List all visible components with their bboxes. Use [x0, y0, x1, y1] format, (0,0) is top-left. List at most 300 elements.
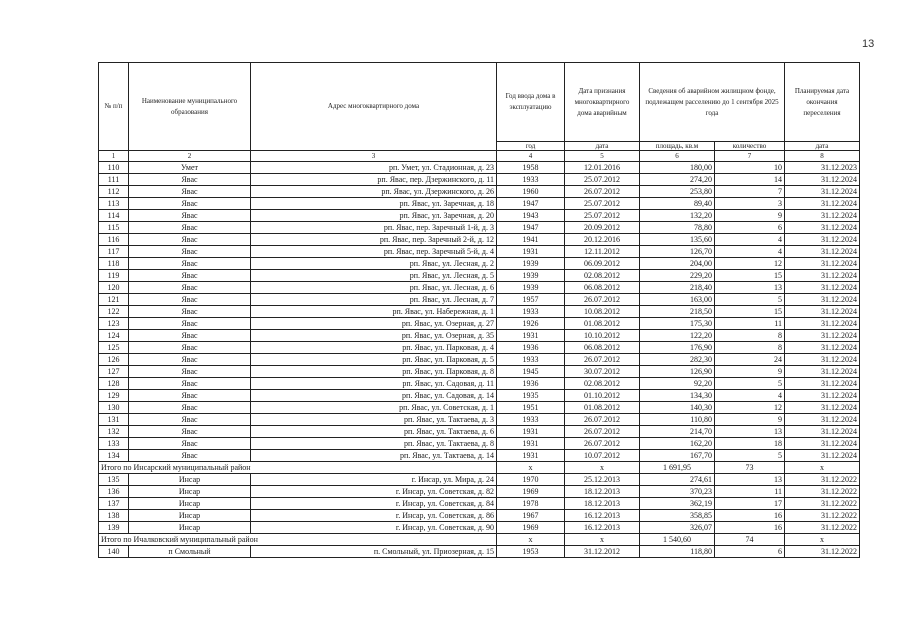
planned-end-cell: 31.12.2024 [785, 330, 860, 342]
summary-end-cell: х [785, 534, 860, 546]
header-emergency-fund: Сведения об аварийном жилищном фонде, подлежащем расселению до 1 сентября 2025 года [640, 63, 785, 142]
count-cell: 24 [715, 354, 785, 366]
summary-date-cell: х [565, 534, 640, 546]
emergency-date-cell: 26.07.2012 [565, 426, 640, 438]
area-cell: 78,80 [640, 222, 715, 234]
row-number: 112 [99, 186, 129, 198]
address-cell: рп. Явас, пер. Дзержинского, д. 11 [251, 174, 497, 186]
planned-end-cell: 31.12.2024 [785, 414, 860, 426]
subheader-date2: дата [785, 142, 860, 151]
municipality-cell: Явас [129, 330, 251, 342]
summary-area-cell: 1 540,60 [640, 534, 715, 546]
address-cell: рп. Явас, ул. Лесная, д. 6 [251, 282, 497, 294]
table-row [99, 402, 860, 414]
address-cell: рп. Явас, ул. Озерная, д. 27 [251, 318, 497, 330]
row-number: 115 [99, 222, 129, 234]
header-date-emergency: Дата признания многоквартирного дома аварийным [565, 63, 640, 142]
area-cell: 122,20 [640, 330, 715, 342]
year-cell: 1933 [497, 306, 565, 318]
column-number: 1 [99, 151, 129, 162]
planned-end-cell: 31.12.2022 [785, 474, 860, 486]
table-row [99, 222, 860, 234]
area-cell: 218,40 [640, 282, 715, 294]
table-row [99, 522, 860, 534]
table-row [99, 450, 860, 462]
area-cell: 229,20 [640, 270, 715, 282]
emergency-date-cell: 26.07.2012 [565, 438, 640, 450]
count-cell: 4 [715, 390, 785, 402]
year-cell: 1931 [497, 246, 565, 258]
row-number: 127 [99, 366, 129, 378]
table-row [99, 258, 860, 270]
address-cell: рп. Явас, ул. Заречная, д. 18 [251, 198, 497, 210]
emergency-date-cell: 01.08.2012 [565, 402, 640, 414]
planned-end-cell: 31.12.2024 [785, 366, 860, 378]
column-number: 5 [565, 151, 640, 162]
table-row [99, 174, 860, 186]
area-cell: 126,90 [640, 366, 715, 378]
area-cell: 326,07 [640, 522, 715, 534]
emergency-date-cell: 06.09.2012 [565, 258, 640, 270]
subheader-area: площадь, кв.м [640, 142, 715, 151]
planned-end-cell: 31.12.2024 [785, 270, 860, 282]
table-row [99, 330, 860, 342]
area-cell: 132,20 [640, 210, 715, 222]
address-cell: рп. Явас, ул. Заречная, д. 20 [251, 210, 497, 222]
emergency-date-cell: 06.08.2012 [565, 342, 640, 354]
area-cell: 176,90 [640, 342, 715, 354]
address-cell: рп. Явас, ул. Озерная, д. 35 [251, 330, 497, 342]
row-number: 117 [99, 246, 129, 258]
area-cell: 92,20 [640, 378, 715, 390]
subheader-date: дата [565, 142, 640, 151]
table-row [99, 234, 860, 246]
table-row [99, 390, 860, 402]
summary-area-cell: 1 691,95 [640, 462, 715, 474]
municipality-cell: Явас [129, 222, 251, 234]
subheader-year: год [497, 142, 565, 151]
table-row [99, 438, 860, 450]
planned-end-cell: 31.12.2024 [785, 354, 860, 366]
summary-label: Итого по Инсарский муниципальный район [99, 462, 497, 474]
area-cell: 362,19 [640, 498, 715, 510]
address-cell: г. Инсар, ул. Советская, д. 86 [251, 510, 497, 522]
municipality-cell: Инсар [129, 522, 251, 534]
municipality-cell: Явас [129, 246, 251, 258]
year-cell: 1958 [497, 162, 565, 174]
table-row [99, 270, 860, 282]
area-cell: 140,30 [640, 402, 715, 414]
area-cell: 274,61 [640, 474, 715, 486]
year-cell: 1939 [497, 258, 565, 270]
planned-end-cell: 31.12.2024 [785, 450, 860, 462]
address-cell: г. Инсар, ул. Мира, д. 24 [251, 474, 497, 486]
row-number: 136 [99, 486, 129, 498]
table-row [99, 210, 860, 222]
year-cell: 1936 [497, 378, 565, 390]
planned-end-cell: 31.12.2024 [785, 306, 860, 318]
address-cell: рп. Явас, пер. Заречный 2-й, д. 12 [251, 234, 497, 246]
count-cell: 15 [715, 270, 785, 282]
year-cell: 1931 [497, 450, 565, 462]
municipality-cell: Явас [129, 282, 251, 294]
municipality-cell: Явас [129, 390, 251, 402]
municipality-cell: Явас [129, 234, 251, 246]
planned-end-cell: 31.12.2024 [785, 342, 860, 354]
municipality-cell: Явас [129, 414, 251, 426]
year-cell: 1931 [497, 330, 565, 342]
municipality-cell: Инсар [129, 474, 251, 486]
row-number: 131 [99, 414, 129, 426]
area-cell: 162,20 [640, 438, 715, 450]
emergency-date-cell: 02.08.2012 [565, 378, 640, 390]
address-cell: рп. Умет, ул. Стадионная, д. 23 [251, 162, 497, 174]
year-cell: 1969 [497, 522, 565, 534]
municipality-cell: Явас [129, 210, 251, 222]
count-cell: 13 [715, 282, 785, 294]
column-number: 6 [640, 151, 715, 162]
column-number: 2 [129, 151, 251, 162]
table-row [99, 474, 860, 486]
area-cell: 175,30 [640, 318, 715, 330]
planned-end-cell: 31.12.2024 [785, 198, 860, 210]
count-cell: 12 [715, 258, 785, 270]
municipality-cell: Явас [129, 426, 251, 438]
count-cell: 4 [715, 246, 785, 258]
planned-end-cell: 31.12.2024 [785, 318, 860, 330]
summary-end-cell: х [785, 462, 860, 474]
planned-end-cell: 31.12.2024 [785, 294, 860, 306]
municipality-cell: Явас [129, 270, 251, 282]
planned-end-cell: 31.12.2024 [785, 174, 860, 186]
page-number: 13 [862, 38, 875, 50]
year-cell: 1951 [497, 402, 565, 414]
address-cell: п. Смольный, ул. Приозерная, д. 15 [251, 546, 497, 558]
count-cell: 16 [715, 522, 785, 534]
row-number: 137 [99, 498, 129, 510]
count-cell: 15 [715, 306, 785, 318]
count-cell: 11 [715, 318, 785, 330]
row-number: 139 [99, 522, 129, 534]
municipality-cell: п Смольный [129, 546, 251, 558]
row-number: 110 [99, 162, 129, 174]
year-cell: 1947 [497, 222, 565, 234]
count-cell: 10 [715, 162, 785, 174]
row-number: 123 [99, 318, 129, 330]
summary-row [99, 534, 860, 546]
municipality-cell: Явас [129, 402, 251, 414]
address-cell: рп. Явас, ул. Тактаева, д. 6 [251, 426, 497, 438]
count-cell: 16 [715, 510, 785, 522]
row-number: 116 [99, 234, 129, 246]
column-number: 4 [497, 151, 565, 162]
housing-register-table [98, 62, 860, 558]
emergency-date-cell: 01.08.2012 [565, 318, 640, 330]
municipality-cell: Явас [129, 306, 251, 318]
row-number: 132 [99, 426, 129, 438]
planned-end-cell: 31.12.2024 [785, 282, 860, 294]
emergency-date-cell: 16.12.2013 [565, 522, 640, 534]
area-cell: 358,85 [640, 510, 715, 522]
area-cell: 89,40 [640, 198, 715, 210]
address-cell: рп. Явас, ул. Тактаева, д. 8 [251, 438, 497, 450]
area-cell: 282,30 [640, 354, 715, 366]
emergency-date-cell: 02.08.2012 [565, 270, 640, 282]
emergency-date-cell: 26.07.2012 [565, 186, 640, 198]
area-cell: 204,00 [640, 258, 715, 270]
count-cell: 9 [715, 414, 785, 426]
table-row [99, 414, 860, 426]
column-number: 7 [715, 151, 785, 162]
emergency-date-cell: 31.12.2012 [565, 546, 640, 558]
row-number: 118 [99, 258, 129, 270]
table-row [99, 546, 860, 558]
area-cell: 163,00 [640, 294, 715, 306]
count-cell: 5 [715, 450, 785, 462]
address-cell: рп. Явас, пер. Заречный 1-й, д. 3 [251, 222, 497, 234]
emergency-date-cell: 20.09.2012 [565, 222, 640, 234]
address-cell: г. Инсар, ул. Советская, д. 84 [251, 498, 497, 510]
table-row [99, 186, 860, 198]
summary-count-cell: 74 [715, 534, 785, 546]
header-planned-end: Планируемая дата окончания переселения [785, 63, 860, 142]
address-cell: рп. Явас, ул. Садовая, д. 14 [251, 390, 497, 402]
address-cell: рп. Явас, ул. Лесная, д. 5 [251, 270, 497, 282]
emergency-date-cell: 10.07.2012 [565, 450, 640, 462]
address-cell: рп. Явас, ул. Парковая, д. 5 [251, 354, 497, 366]
subheader-count: количество [715, 142, 785, 151]
municipality-cell: Умет [129, 162, 251, 174]
planned-end-cell: 31.12.2024 [785, 438, 860, 450]
summary-count-cell: 73 [715, 462, 785, 474]
table-row [99, 162, 860, 174]
year-cell: 1935 [497, 390, 565, 402]
municipality-cell: Явас [129, 438, 251, 450]
year-cell: 1926 [497, 318, 565, 330]
planned-end-cell: 31.12.2024 [785, 210, 860, 222]
emergency-date-cell: 06.08.2012 [565, 282, 640, 294]
row-number: 124 [99, 330, 129, 342]
area-cell: 274,20 [640, 174, 715, 186]
count-cell: 9 [715, 210, 785, 222]
emergency-date-cell: 12.11.2012 [565, 246, 640, 258]
planned-end-cell: 31.12.2022 [785, 510, 860, 522]
summary-year-cell: х [497, 534, 565, 546]
count-cell: 8 [715, 330, 785, 342]
municipality-cell: Явас [129, 342, 251, 354]
year-cell: 1939 [497, 270, 565, 282]
area-cell: 134,30 [640, 390, 715, 402]
table-row [99, 198, 860, 210]
municipality-cell: Явас [129, 294, 251, 306]
area-cell: 180,00 [640, 162, 715, 174]
address-cell: рп. Явас, ул. Парковая, д. 8 [251, 366, 497, 378]
address-cell: рп. Явас, ул. Лесная, д. 2 [251, 258, 497, 270]
table-row [99, 342, 860, 354]
row-number: 140 [99, 546, 129, 558]
year-cell: 1933 [497, 414, 565, 426]
header-year-commission: Год ввода дома в эксплуатацию [497, 63, 565, 142]
year-cell: 1933 [497, 174, 565, 186]
row-number: 129 [99, 390, 129, 402]
municipality-cell: Явас [129, 174, 251, 186]
emergency-date-cell: 26.07.2012 [565, 294, 640, 306]
table-row [99, 426, 860, 438]
count-cell: 4 [715, 234, 785, 246]
area-cell: 370,23 [640, 486, 715, 498]
header-address: Адрес многоквартирного дома [251, 63, 497, 151]
year-cell: 1943 [497, 210, 565, 222]
planned-end-cell: 31.12.2023 [785, 162, 860, 174]
count-cell: 13 [715, 474, 785, 486]
row-number: 114 [99, 210, 129, 222]
planned-end-cell: 31.12.2024 [785, 234, 860, 246]
emergency-date-cell: 25.07.2012 [565, 174, 640, 186]
address-cell: рп. Явас, ул. Советская, д. 1 [251, 402, 497, 414]
count-cell: 11 [715, 486, 785, 498]
year-cell: 1945 [497, 366, 565, 378]
year-cell: 1941 [497, 234, 565, 246]
emergency-date-cell: 26.07.2012 [565, 354, 640, 366]
municipality-cell: Явас [129, 186, 251, 198]
planned-end-cell: 31.12.2022 [785, 546, 860, 558]
address-cell: рп. Явас, ул. Лесная, д. 7 [251, 294, 497, 306]
address-cell: г. Инсар, ул. Советская, д. 82 [251, 486, 497, 498]
count-cell: 5 [715, 378, 785, 390]
year-cell: 1969 [497, 486, 565, 498]
count-cell: 9 [715, 366, 785, 378]
summary-date-cell: х [565, 462, 640, 474]
municipality-cell: Инсар [129, 498, 251, 510]
planned-end-cell: 31.12.2024 [785, 246, 860, 258]
year-cell: 1939 [497, 282, 565, 294]
municipality-cell: Явас [129, 318, 251, 330]
municipality-cell: Инсар [129, 486, 251, 498]
emergency-date-cell: 01.10.2012 [565, 390, 640, 402]
address-cell: рп. Явас, ул. Тактаева, д. 14 [251, 450, 497, 462]
count-cell: 6 [715, 222, 785, 234]
table-row [99, 282, 860, 294]
year-cell: 1931 [497, 426, 565, 438]
municipality-cell: Инсар [129, 510, 251, 522]
address-cell: рп. Явас, ул. Тактаева, д. 3 [251, 414, 497, 426]
count-cell: 13 [715, 426, 785, 438]
emergency-date-cell: 18.12.2013 [565, 486, 640, 498]
planned-end-cell: 31.12.2024 [785, 378, 860, 390]
municipality-cell: Явас [129, 258, 251, 270]
table-row [99, 294, 860, 306]
row-number: 128 [99, 378, 129, 390]
row-number: 120 [99, 282, 129, 294]
row-number: 121 [99, 294, 129, 306]
column-number: 8 [785, 151, 860, 162]
column-number: 3 [251, 151, 497, 162]
row-number: 126 [99, 354, 129, 366]
address-cell: рп. Явас, ул. Садовая, д. 11 [251, 378, 497, 390]
table-row [99, 246, 860, 258]
area-cell: 214,70 [640, 426, 715, 438]
summary-year-cell: х [497, 462, 565, 474]
year-cell: 1978 [497, 498, 565, 510]
emergency-date-cell: 25.07.2012 [565, 210, 640, 222]
year-cell: 1967 [497, 510, 565, 522]
table-row [99, 510, 860, 522]
area-cell: 253,80 [640, 186, 715, 198]
area-cell: 167,70 [640, 450, 715, 462]
count-cell: 12 [715, 402, 785, 414]
header-num: № п/п [99, 63, 129, 151]
row-number: 133 [99, 438, 129, 450]
count-cell: 7 [715, 186, 785, 198]
table-row [99, 498, 860, 510]
header-municipality: Наименование муниципального образования [129, 63, 251, 151]
emergency-date-cell: 26.07.2012 [565, 414, 640, 426]
year-cell: 1953 [497, 546, 565, 558]
municipality-cell: Явас [129, 378, 251, 390]
area-cell: 110,80 [640, 414, 715, 426]
table-row [99, 318, 860, 330]
year-cell: 1957 [497, 294, 565, 306]
emergency-date-cell: 12.01.2016 [565, 162, 640, 174]
emergency-date-cell: 30.07.2012 [565, 366, 640, 378]
emergency-date-cell: 10.08.2012 [565, 306, 640, 318]
table-row [99, 486, 860, 498]
year-cell: 1960 [497, 186, 565, 198]
municipality-cell: Явас [129, 198, 251, 210]
year-cell: 1947 [497, 198, 565, 210]
address-cell: рп. Явас, ул. Парковая, д. 4 [251, 342, 497, 354]
address-cell: рп. Явас, пер. Заречный 5-й, д. 4 [251, 246, 497, 258]
year-cell: 1933 [497, 354, 565, 366]
area-cell: 126,70 [640, 246, 715, 258]
area-cell: 218,50 [640, 306, 715, 318]
planned-end-cell: 31.12.2024 [785, 390, 860, 402]
emergency-date-cell: 16.12.2013 [565, 510, 640, 522]
emergency-date-cell: 10.10.2012 [565, 330, 640, 342]
emergency-date-cell: 25.07.2012 [565, 198, 640, 210]
municipality-cell: Явас [129, 354, 251, 366]
address-cell: рп. Явас, ул. Набережная, д. 1 [251, 306, 497, 318]
address-cell: г. Инсар, ул. Советская, д. 90 [251, 522, 497, 534]
address-cell: рп. Явас, ул. Дзержинского, д. 26 [251, 186, 497, 198]
year-cell: 1931 [497, 438, 565, 450]
count-cell: 8 [715, 342, 785, 354]
table-row [99, 366, 860, 378]
area-cell: 118,80 [640, 546, 715, 558]
row-number: 119 [99, 270, 129, 282]
count-cell: 14 [715, 174, 785, 186]
planned-end-cell: 31.12.2024 [785, 258, 860, 270]
planned-end-cell: 31.12.2024 [785, 426, 860, 438]
count-cell: 6 [715, 546, 785, 558]
row-number: 135 [99, 474, 129, 486]
planned-end-cell: 31.12.2022 [785, 522, 860, 534]
emergency-date-cell: 25.12.2013 [565, 474, 640, 486]
area-cell: 135,60 [640, 234, 715, 246]
table-row [99, 354, 860, 366]
planned-end-cell: 31.12.2024 [785, 402, 860, 414]
table-row [99, 378, 860, 390]
planned-end-cell: 31.12.2024 [785, 186, 860, 198]
planned-end-cell: 31.12.2024 [785, 222, 860, 234]
row-number: 134 [99, 450, 129, 462]
row-number: 130 [99, 402, 129, 414]
row-number: 125 [99, 342, 129, 354]
count-cell: 3 [715, 198, 785, 210]
emergency-date-cell: 20.12.2016 [565, 234, 640, 246]
emergency-date-cell: 18.12.2013 [565, 498, 640, 510]
municipality-cell: Явас [129, 366, 251, 378]
